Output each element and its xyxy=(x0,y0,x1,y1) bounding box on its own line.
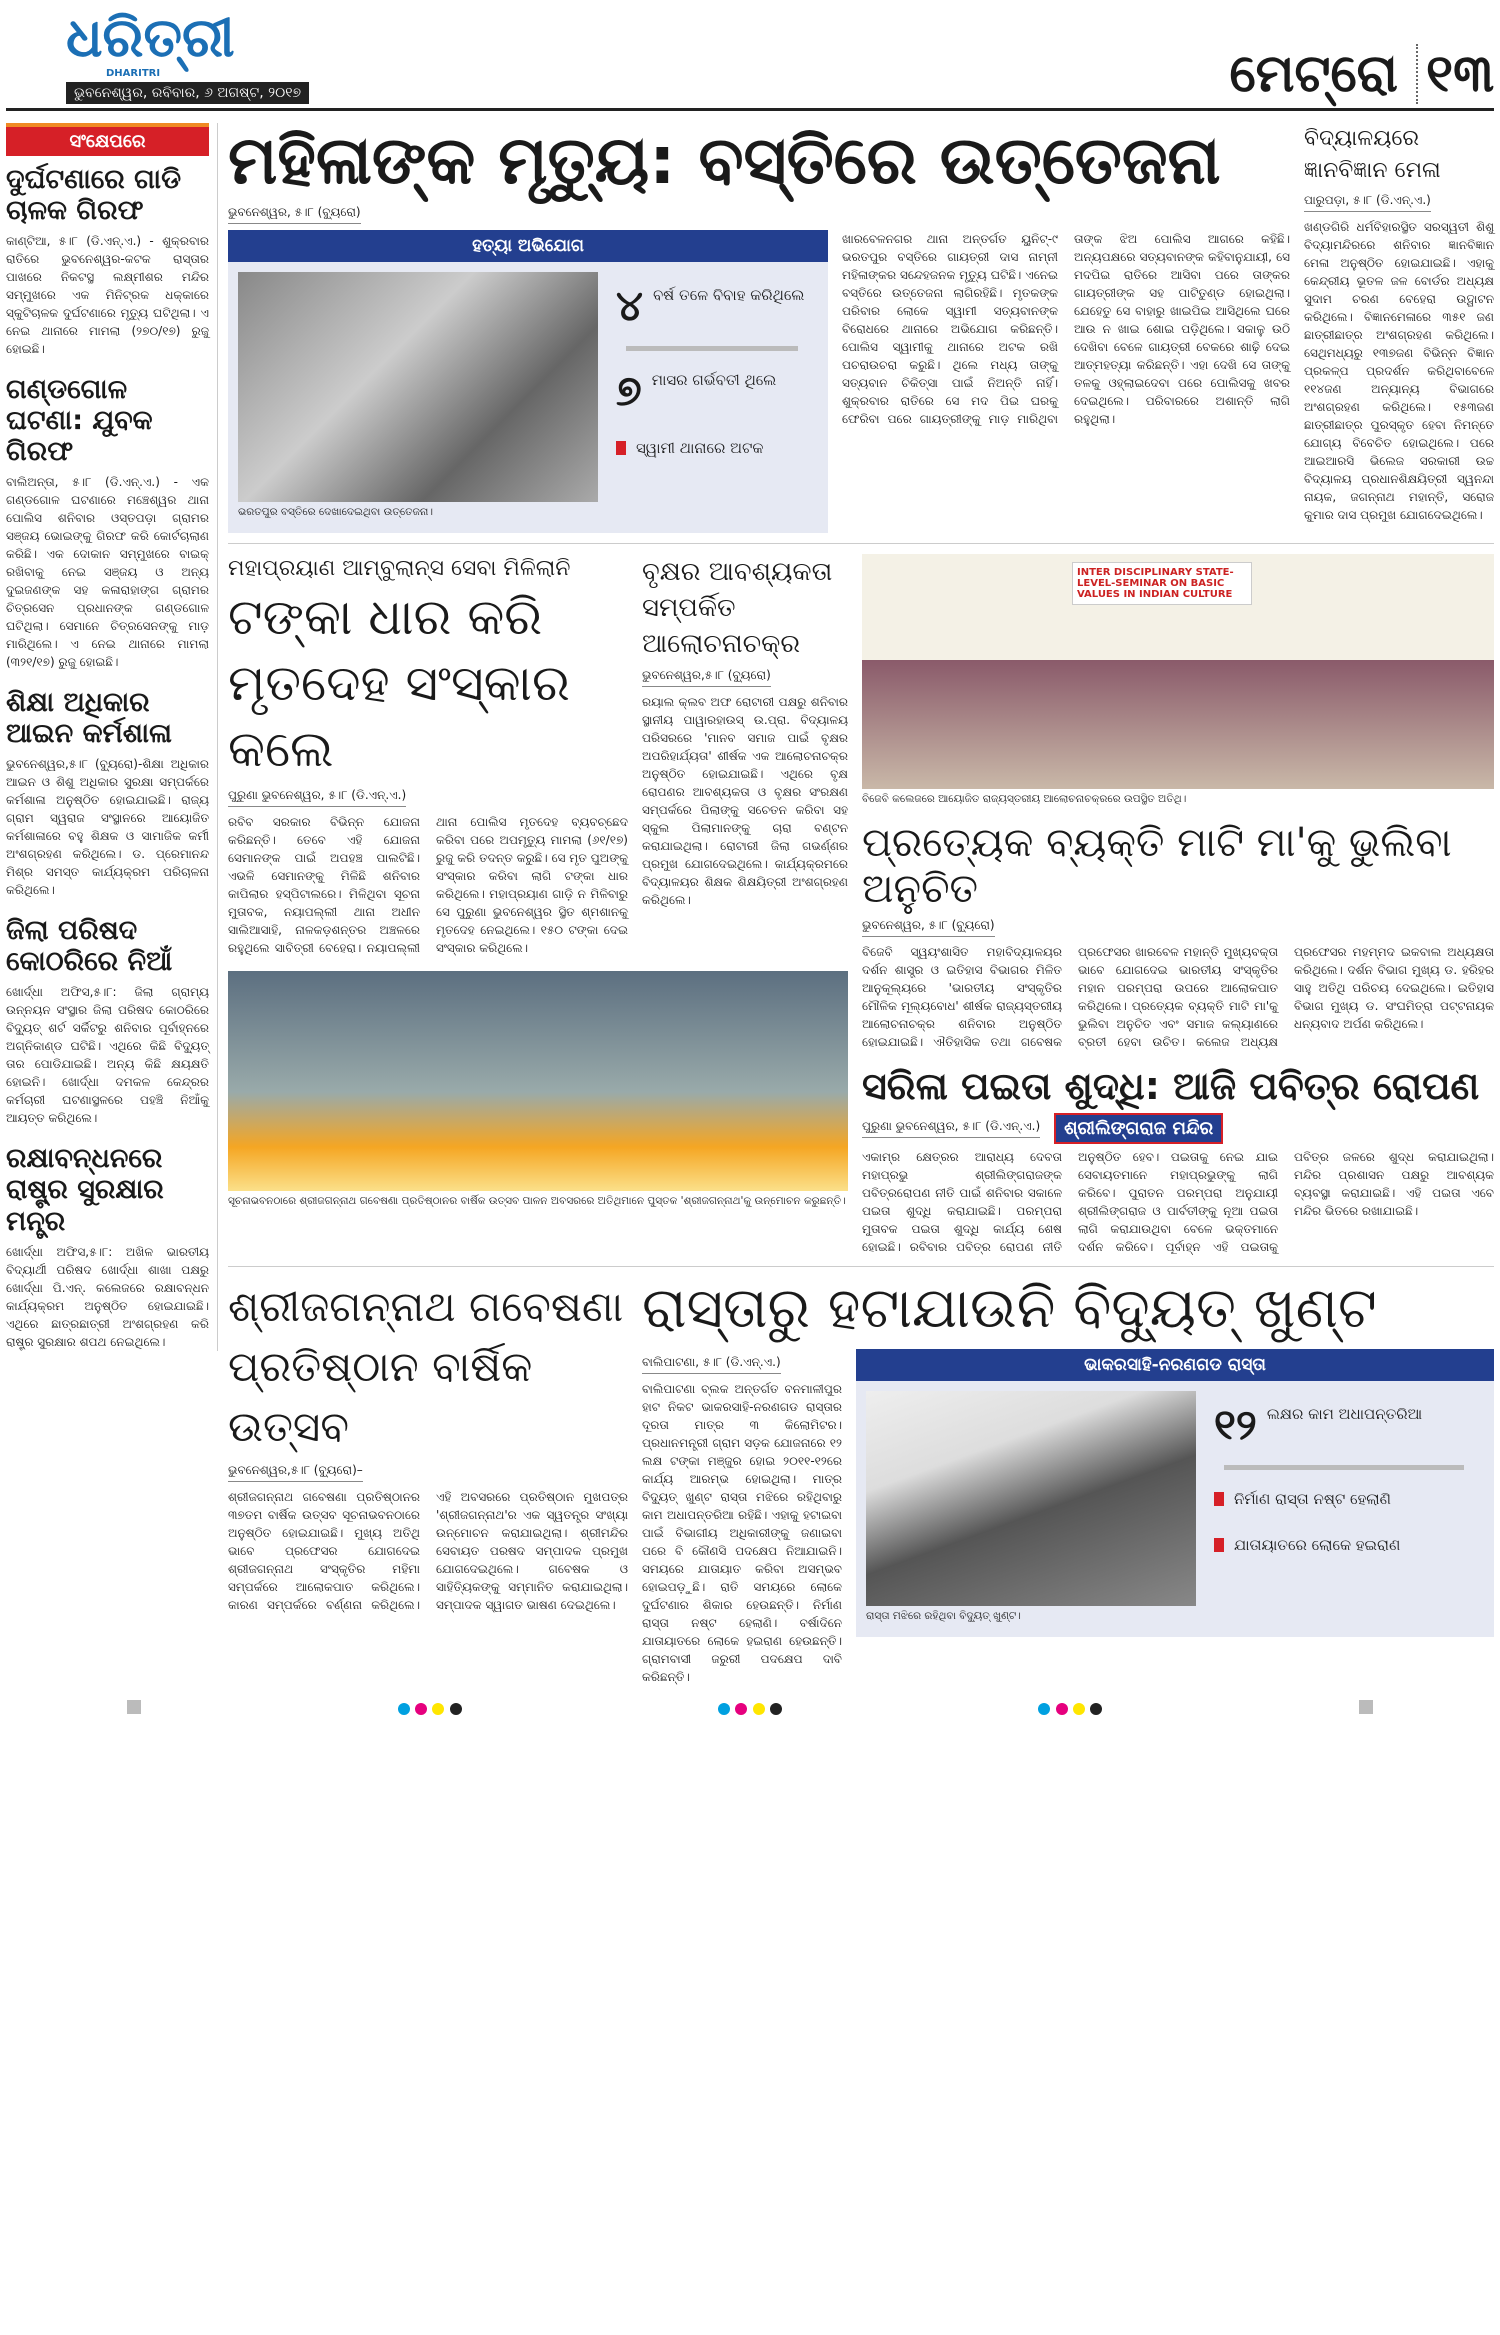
brief-body: ଖୋର୍ଦ୍ଧା ଅଫିସ,୫।୮: ଜିଲା ଗ୍ରାମ୍ୟ ଉନ୍ନୟନ ସଂସ୍ଥାର ଜିଲା ପରିଷଦ କୋଠରିରେ ବିଦ୍ୟୁତ୍ ଶର୍ଟ ସର୍କିଟରୁ ଶନିବାର ପୂର୍ବାହ୍ନରେ ଅଗ୍ନିକାଣ୍ଡ ଘଟିଛି। ଏଥିରେ କିଛି ବିଦ୍ୟୁତ୍ ତାର ପୋଡିଯାଇଛି। ଅନ୍ୟ କିଛି କ୍ଷୟକ୍ଷତି ହୋଇନି। ଖୋର୍ଦ୍ଧା ଦମକଳ କେନ୍ଦ୍ରର କର୍ମଚାରୀ ଘଟଣାସ୍ଥଳରେ ପହଞ୍ଚି ନିଆଁକୁ ଆୟତ୍ତ କରିଥିଲେ। xyxy=(6,985,209,1126)
page-number: ୧୩ xyxy=(1416,44,1494,104)
fact-panel xyxy=(606,272,818,471)
registration-mark xyxy=(1038,1700,1101,1719)
paita-body: ଏକାମ୍ର କ୍ଷେତ୍ରର ଆରାଧ୍ୟ ଦେବତା ମହାପ୍ରଭୁ ଶ୍ରୀଲିଙ୍ଗରାଜଙ୍କ ପବିତ୍ରରୋପଣ ନୀତି ପାଇଁ ଶନିବାର ସକାଳେ ପଇତା ଶୁଦ୍ଧି କରାଯାଇଛି। ପରମ୍ପରା ମୁତାବକ ପଇତା ଶୁଦ୍ଧି କାର୍ଯ୍ୟ ଶେଷ ହୋଇଛି। ରବିବାର ପବିତ୍ର ରୋପଣ ନୀତି ଅନୁଷ୍ଠିତ ହେବ। ପଇତାକୁ ନେଇ ଯାଇ ସେବାୟତମାନେ ମହାପ୍ରଭୁଙ୍କୁ ଲାଗି କରିବେ। ପୁରାତନ ପରମ୍ପରା ଅନୁଯାୟୀ ଶ୍ରୀଲିଙ୍ଗରାଜ ଓ ପାର୍ବତୀଙ୍କୁ ନୂଆ ପଇତା ଲାଗି କରାଯାଉଥିବା ବେଳେ ଭକ୍ତମାନେ ଦର୍ଶନ କରିବେ। ପୂର୍ବାହ୍ନ ଏହି ପଇତାକୁ ପବିତ୍ର ଜଳରେ ଶୁଦ୍ଧ କରାଯାଇଥିଲା। ମନ୍ଦିର ପ୍ରଶାସନ ପକ୍ଷରୁ ଆବଶ୍ୟକ ବ୍ୟବସ୍ଥା କରାଯାଇଛି। ଏହି ପଇତା ଏବେ ମନ୍ଦିର ଭିତରେ ରଖାଯାଇଛି। xyxy=(862,1149,1494,1254)
brief-body: ବାଲିଅନ୍ତା, ୫।୮ (ଡି.ଏନ୍.ଏ.) - ଏକ ଗଣ୍ଡଗୋଳ ଘଟଣାରେ ମଞ୍ଚେଶ୍ୱର ଥାନା ପୋଲିସ ଶନିବାର ଓସ୍ତପଡ଼ା ଗ୍ରାମର ସଞ୍ଜୟ ଭୋଇଙ୍କୁ ଗିରଫ କରି କୋର୍ଟଚାଲାଣ କରିଛି। ଏକ ଦୋକାନ ସମ୍ମୁଖରେ ବାଇକ୍ ରଖିବାକୁ ନେଇ ସଞ୍ଜୟ ଓ ଅନ୍ୟ ଦୁଇଜଣଙ୍କ ସହ କଳାରାହାଙ୍ଗ ଗ୍ରାମର ଚିତ୍ରସେନ ପ୍ରଧାନଙ୍କ ଗଣ୍ଡଗୋଳ ଘଟିଥିଲା। ସେମାନେ ଚିତ୍ରସେନଙ୍କୁ ମାଡ଼ ମାରିଥିଲେ। ଏ ନେଇ ଥାନାରେ ମାମଲା (୩୨୧/୧୭) ରୁଜୁ ହୋଇଛି। xyxy=(6,475,209,670)
page-section xyxy=(1230,44,1494,104)
tree-dateline: ଭୁବନେଶ୍ୱର,୫।୮ (ବ୍ୟୁରୋ) xyxy=(642,668,771,687)
bottom-section xyxy=(228,1277,1494,1686)
ambulance-story xyxy=(228,554,628,957)
fact-text: ସ୍ୱାମୀ ଥାନାରେ ଅଟକ xyxy=(636,438,764,457)
fact-separator xyxy=(1224,1465,1464,1470)
jagannath-headline: ଶ୍ରୀଜଗନ୍ନାଥ ଗବେଷଣା ପ୍ରତିଷ୍ଠାନ ବାର୍ଷିକ ଉତ୍ସବ xyxy=(228,1281,624,1451)
fact-item xyxy=(1214,1534,1474,1556)
paita-headline: ସରିଳା ପଇତା ଶୁଦ୍ଧି: ଆଜି ପବିତ୍ର ରୋପଣ xyxy=(862,1063,1480,1108)
paita-dateline: ପୁରୁଣା ଭୁବନେଶ୍ୱର, ୫।୮ (ଡି.ଏନ୍.ଏ.) xyxy=(862,1119,1040,1138)
lead-content xyxy=(228,230,1290,533)
fact-item xyxy=(616,365,808,415)
left-brief-column xyxy=(6,123,218,1351)
pole-content xyxy=(642,1349,1494,1686)
top-section xyxy=(228,123,1494,533)
photo-caption: ଭରତପୁର ବସ୍ତିରେ ଦେଖାଦେଇଥିବା ଉତ୍ତେଜନା। xyxy=(238,505,434,518)
tree-headline: ବୃକ୍ଷର ଆବଶ୍ୟକତା ସମ୍ପର୍କିତ ଆଲୋଚନାଚକ୍ର xyxy=(642,556,833,659)
box-content xyxy=(228,262,828,533)
ambulance-kicker: ମହାପ୍ରୟାଣ ଆମ୍ବୁଲାନ୍ସ ସେବା ମିଳିଲାନି xyxy=(228,555,571,581)
fact-text: ନିର୍ମାଣ ରାସ୍ତା ନଷ୍ଟ ହେଲାଣି xyxy=(1234,1489,1391,1508)
paita-meta xyxy=(862,1113,1494,1144)
tree-body: ରୟାଲ କ୍ଲବ ଅଫ ରୋଟାରୀ ପକ୍ଷରୁ ଶନିବାର ସ୍ଥାନୀୟ ପାୱାରହାଉସ୍ ଉ.ପ୍ରା. ବିଦ୍ୟାଳୟ ପରିସରରେ 'ମାନବ ସମାଜ ପାଇଁ ବୃକ୍ଷର ଅପରିହାର୍ଯ୍ୟତା' ଶୀର୍ଷକ ଏକ ଆଲୋଚନାଚକ୍ର ଅନୁଷ୍ଠିତ ହୋଇଯାଇଛି। ଏଥିରେ ବୃକ୍ଷ ରୋପଣର ଆବଶ୍ୟକତା ଓ ବୃକ୍ଷର ସଂରକ୍ଷଣ ସମ୍ପର୍କରେ ପିଲାଙ୍କୁ ସଚେତନ କରିବା ସହ ସ୍କୁଲ ପିଲାମାନଙ୍କୁ ଚାରା ବଣ୍ଟନ କରାଯାଇଥିଲା। ରୋଟାରୀ ଜିଲା ଗଭର୍ଣ୍ଣର ପ୍ରମୁଖ ଯୋଗଦେଇଥିଲେ। କାର୍ଯ୍ୟକ୍ରମରେ ବିଦ୍ୟାଳୟର ଶିକ୍ଷକ ଶିକ୍ଷୟିତ୍ରୀ ଅଂଶଗ୍ରହଣ କରିଥିଲେ। xyxy=(642,694,848,907)
middle-left xyxy=(228,554,848,1212)
brief-item xyxy=(6,156,209,358)
box-title: ଭାକରସାହି-ନରଣଗଡ ରାସ୍ତା xyxy=(856,1349,1494,1381)
brief-title: ଜିଲା ପରିଷଦ କୋଠରିରେ ନିଆଁ xyxy=(6,915,173,978)
middle-left-stories xyxy=(228,554,848,957)
fact-number: ୭ xyxy=(616,365,642,415)
pole-headline: ରାସ୍ତାରୁ ହଟାଯାଉନି ବିଦ୍ୟୁତ୍ ଖୁଣ୍ଟ xyxy=(642,1275,1377,1341)
brief-item xyxy=(6,899,209,1127)
ambulance-body: ରବିବ ସରକାର ବିଭିନ୍ନ ଯୋଜନା କରିଛନ୍ତି। ତେବେ ଏହି ଯୋଜନା ସେମାନଙ୍କ ପାଇଁ ଅପହଞ୍ଚ ପାଲଟିଛି। ଏଭଳି ସେମାନଙ୍କୁ ମିଳିଛି ଶନିବାର କାପିଲାର ହସ୍ପିଟାଲରେ। ମିଳିଥିବା ସୂଚନା ମୁତାବକ, ନୟାପଲ୍ଲୀ ଥାନା ଅଧୀନ ସାଲିଆସାହି, ନାଳକଡ଼ଶନ୍ତର ଅଞ୍ଚଳରେ ରହୁଥିଲେ ସାବିତ୍ରୀ ବେହେରା। ନୟାପଲ୍ଲୀ ଥାନା ପୋଲିସ ମୃତଦେହ ବ୍ୟବଚ୍ଛେଦ କରିବା ପରେ ଅପମୃତ୍ୟୁ ମାମଲା (୬୧/୧୭) ରୁଜୁ କରି ତଦନ୍ତ କରୁଛି। ସେ ମୃତ ପୁଅଙ୍କୁ ସଂସ୍କାର କରିବା ଲାଗି ଟଙ୍କା ଧାର କରିଥିଲେ। ମହାପ୍ରୟାଣ ଗାଡ଼ି ନ ମିଳିବାରୁ ସେ ପୁରୁଣା ଭୁବନେଶ୍ୱର ସ୍ଥିତ ଶ୍ମଶାନକୁ ମୃତଦେହ ନେଇଥିଲେ। ୧୫୦ ଟଙ୍କା ଦେଇ ସଂସ୍କାର କରିଥିଲେ। xyxy=(228,814,628,955)
registration-marks xyxy=(6,1700,1494,1719)
soil-body: ବିଜେବି ସ୍ୱୟଂଶାସିତ ମହାବିଦ୍ୟାଳୟର ଦର୍ଶନ ଶାସ୍ତ୍ର ଓ ଇତିହାସ ବିଭାଗର ମିଳିତ ଆନୁକୂଲ୍ୟରେ 'ଭାରତୀୟ ସଂସ୍କୃତିର ମୌଳିକ ମୂଲ୍ୟବୋଧ' ଶୀର୍ଷକ ରାଜ୍ୟସ୍ତରୀୟ ଆଲୋଚନାଚକ୍ର ଶନିବାର ଅନୁଷ୍ଠିତ ହୋଇଯାଇଛି। ଐତିହାସିକ ତଥା ଗବେଷକ ପ୍ରଫେସର ଖାରବେଳ ମହାନ୍ତି ମୁଖ୍ୟବକ୍ତା ଭାବେ ଯୋଗଦେଇ ଭାରତୀୟ ସଂସ୍କୃତିର ମହାନ ପରମ୍ପରା ଉପରେ ଆଲୋକପାତ କରିଥିଲେ। ପ୍ରତ୍ୟେକ ବ୍ୟକ୍ତି ମାଟି ମା'କୁ ଭୁଲିବା ଅନୁଚିତ ଏବଂ ସମାଜ କଲ୍ୟାଣରେ ବ୍ରତୀ ହେବା ଉଚିତ। କଲେଜ ଅଧ୍ୟକ୍ଷ ପ୍ରଫେସର ମହମ୍ମଦ ଇକବାଲ ଅଧ୍ୟକ୍ଷତା କରିଥିଲେ। ଦର୍ଶନ ବିଭାଗ ମୁଖ୍ୟ ଡ. ହରିହର ସାହୁ ଅତିଥି ପରିଚୟ ଦେଇଥିଲେ। ଇତିହାସ ବିଭାଗ ମୁଖ୍ୟ ଡ. ସଂଘମିତ୍ରା ପଟ୍ଟନାୟକ ଧନ୍ୟବାଦ ଅର୍ପଣ କରିଥିଲେ। xyxy=(862,944,1494,1049)
soil-headline: ପ୍ରତ୍ୟେକ ବ୍ୟକ୍ତି ମାଟି ମା'କୁ ଭୁଲିବା ଅନୁଚିତ xyxy=(862,819,1452,912)
photo-caption: ରାସ୍ତା ମଝିରେ ରହିଥିବା ବିଦ୍ୟୁତ୍ ଖୁଣ୍ଟ। xyxy=(866,1609,1021,1622)
box-content xyxy=(856,1381,1494,1637)
seminar-photo xyxy=(862,554,1494,789)
registration-mark xyxy=(398,1700,461,1719)
book-release-caption: ସୂଚନାଭବନଠାରେ ଶ୍ରୀଜଗନ୍ନାଥ ଗବେଷଣା ପ୍ରତିଷ୍ଠାନର ବାର୍ଷିକ ଉତ୍ସବ ପାଳନ ଅବସରରେ ଅତିଥିମାନେ ପୁସ୍ତକ 'ଶ୍ରୀଜଗନ୍ନାଥ'କୁ ଉନ୍ମୋଚନ କରୁଛନ୍ତି। xyxy=(228,1194,846,1207)
ambulance-headline: ଟଙ୍କା ଧାର କରି ମୃତଦେହ ସଂସ୍କାର କଲେ xyxy=(228,587,570,778)
registration-mark xyxy=(127,1700,141,1714)
registration-mark xyxy=(1359,1700,1373,1714)
brief-title: ଗଣ୍ଡଗୋଳ ଘଟଣା: ଯୁବକ ଗିରଫ xyxy=(6,374,153,468)
brief-item xyxy=(6,1127,209,1350)
pole-text-column xyxy=(642,1349,842,1686)
fair-story xyxy=(1304,123,1494,524)
brief-item xyxy=(6,671,209,899)
fact-text: ଲକ୍ଷର କାମ ଅଧାପନ୍ତରିଆ xyxy=(1266,1404,1423,1423)
pole-dateline: ବାଲିପାଟଣା, ୫।୮ (ଡି.ଏନ୍.ଏ.) xyxy=(642,1355,781,1374)
dharitri-logo xyxy=(66,8,309,80)
brief-title: ଶିକ୍ଷା ଅଧିକାର ଆଇନ କର୍ମଶାଳା xyxy=(6,687,172,750)
brief-item xyxy=(6,358,209,671)
middle-right xyxy=(862,554,1494,1256)
masthead-left xyxy=(6,8,309,104)
fact-text: ମାସର ଗର୍ଭବତୀ ଥିଲେ xyxy=(651,370,777,389)
in-brief-tag: ସଂକ୍ଷେପରେ xyxy=(6,123,209,156)
fact-separator xyxy=(626,346,798,351)
middle-section xyxy=(228,554,1494,1256)
issue-date: ଭୁବନେଶ୍ୱର, ରବିବାର, ୬ ଅଗଷ୍ଟ, ୨୦୧୭ xyxy=(66,82,309,104)
brief-title: ଦୁର୍ଘଟଣାରେ ଗାଡି ଚାଳକ ଗିରଫ xyxy=(6,164,182,227)
fact-text: ଯାତାୟାତରେ ଲୋକେ ହଇରାଣ xyxy=(1234,1535,1401,1554)
fair-dateline: ପାରୁପଡ଼ା, ୫।୮ (ଡି.ଏନ୍.ଏ.) xyxy=(1304,193,1431,212)
fact-number: ୧୨ xyxy=(1214,1399,1257,1449)
fact-number: ୪ xyxy=(616,280,643,330)
brief-body: କାଣ୍ଟିଆ, ୫।୮ (ଡି.ଏନ୍.ଏ.) - ଶୁକ୍ରବାର ରାତିରେ ଭୁବନେଶ୍ୱର-କଟକ ରାସ୍ତାର ପାଖରେ ନିକଟସ୍ଥ ଲକ୍ଷ୍ମୀଶର ମନ୍ଦିର ସମ୍ମୁଖରେ ଏକ ମିନିଟ୍ରକ ଧକ୍କାରେ ସ୍କୁଟିଚାଳକ ଦୁର୍ଘଟଣାରେ ମୃତ୍ୟୁ ଘଟିଥିଲା। ଏ ନେଇ ଥାନାରେ ମାମଲା (୨୭୦/୧୭) ରୁଜୁ ହୋଇଛି। xyxy=(6,234,209,357)
logo-subtext: DHARITRI xyxy=(106,68,161,79)
murder-allegation-box xyxy=(228,230,828,533)
fact-text: ବର୍ଷ ତଳେ ବିବାହ କରିଥିଲେ xyxy=(652,285,805,304)
lead-headline: ମହିଳାଙ୍କ ମୃତ୍ୟୁ: ବସ୍ତିରେ ଉତ୍ତେଜନା xyxy=(228,122,1221,199)
brief-body: ଖୋର୍ଦ୍ଧା ଅଫିସ,୫।୮: ଅଖିଳ ଭାରତୀୟ ବିଦ୍ୟାର୍ଥୀ ପରିଷଦ ଖୋର୍ଦ୍ଧା ଶାଖା ପକ୍ଷରୁ ଖୋର୍ଦ୍ଧା ପି.ଏନ୍. କଲେଜରେ ରକ୍ଷାବନ୍ଧନ କାର୍ଯ୍ୟକ୍ରମ ଅନୁଷ୍ଠିତ ହୋଇଯାଇଛି। ଏଥିରେ ଛାତ୍ରଛାତ୍ରୀ ଅଂଶଗ୍ରହଣ କରି ରାଷ୍ଟ୍ର ସୁରକ୍ଷାର ଶପଥ ନେଇଥିଲେ। xyxy=(6,1244,209,1349)
bullet-icon xyxy=(1214,1492,1224,1506)
section-name: ମେଟ୍ରୋ xyxy=(1229,44,1398,104)
road-box xyxy=(856,1349,1494,1637)
masthead xyxy=(6,8,1494,111)
page-body xyxy=(6,123,1494,1686)
box-title: ହତ୍ୟା ଅଭିଯୋଗ xyxy=(228,230,828,262)
jagannath-dateline: ଭୁବନେଶ୍ୱର,୫।୮ (ବ୍ୟୁରୋ)– xyxy=(228,1463,363,1482)
temple-tag: ଶ୍ରୀଲିଙ୍ଗରାଜ ମନ୍ଦିର xyxy=(1054,1113,1223,1144)
jagannath-story xyxy=(228,1277,628,1614)
fact-panel xyxy=(1204,1391,1484,1568)
fair-body: ଖଣ୍ଡଗିରି ଧର୍ମବିହାରସ୍ଥିତ ସରସ୍ୱତୀ ଶିଶୁ ବିଦ୍ୟାମନ୍ଦିରରେ ଶନିବାର ଜ୍ଞାନବିଜ୍ଞାନ ମେଳା ଅନୁଷ୍ଠିତ ହୋଇଯାଇଛି। ଏହାକୁ କେନ୍ଦ୍ରୀୟ ଭୂତଳ ଜଳ ବୋର୍ଡର ଅଧ୍ୟକ୍ଷ ସୁଦାମ ଚରଣ ବେହେରା ଉଦ୍ଘାଟନ କରିଥିଲେ। ବିଜ୍ଞାନମେଳାରେ ୩୫୧ ଜଣ ଛାତ୍ରୀଛାତ୍ର ଅଂଶଗ୍ରହଣ କରିଥିଲେ। ସେଥିମଧ୍ୟରୁ ୧୩୭ଜଣ ବିଭିନ୍ନ ବିଜ୍ଞାନ ପ୍ରକଳ୍ପ ପ୍ରଦର୍ଶନ କରିଥିବାବେଳେ ୧୧୪ଜଣ ଅନ୍ୟାନ୍ୟ ବିଭାଗରେ ଅଂଶଗ୍ରହଣ କରିଥିଲେ। ୧୫୩ଜଣ ଛାତ୍ରୀଛାତ୍ର ପୁରସ୍କୃତ ହେବା ନିମନ୍ତେ ଯୋଗ୍ୟ ବିବେଚିତ ହୋଇଥିଲେ। ପରେ ଆଇଆରସି ଭିଲେଜ ସରକାରୀ ଉଚ୍ଚ ବିଦ୍ୟାଳୟ ପ୍ରଧାନଶିକ୍ଷୟିତ୍ରୀ ସ୍ୱନନ୍ଦା ନାୟକ, ଜଗନ୍ନାଥ ମହାନ୍ତି, ସରୋଜ କୁମାର ଦାସ ପ୍ରମୁଖ ଯୋଗଦେଇଥିଲେ। xyxy=(1304,220,1494,522)
pole-story xyxy=(642,1277,1494,1686)
lead-body: ଖାରବେଳନଗର ଥାନା ଅନ୍ତର୍ଗତ ୟୁନିଟ୍-୯ ଭରତପୁର ବସ୍ତିରେ ଗାୟତ୍ରୀ ଦାସ ନାମ୍ନୀ ମହିଳାଙ୍କର ସନ୍ଦେହଜନକ ମୃତ୍ୟୁ ଘଟିଛି। ଏନେଇ ବସ୍ତିରେ ଉତ୍ତେଜନା ଲାଗିରହିଛି। ମୃତକଙ୍କ ପରିବାର ଲୋକେ ସ୍ୱାମୀ ସତ୍ୟବାନଙ୍କ ବିରୋଧରେ ଥାନାରେ ଅଭିଯୋଗ କରିଛନ୍ତି। ପୋଲିସ ସ୍ୱାମୀକୁ ଥାନାରେ ଅଟକ ରଖି ପଚରାଉଚରା କରୁଛି। ଥିଲେ ମଧ୍ୟ ତାଙ୍କୁ ସତ୍ୟବାନ ଚିକିତ୍ସା ପାଇଁ ନିଅନ୍ତି ନାହିଁ। ଶୁକ୍ରବାର ରାତିରେ ସେ ମଦ ପିଇ ଘରକୁ ଫେରିବା ପରେ ଗାୟତ୍ରୀଙ୍କୁ ମାଡ଼ ମାରିଥିବା ତାଙ୍କ ଝିଅ ପୋଲିସ ଆଗରେ କହିଛି। ଅନ୍ୟପକ୍ଷରେ ସତ୍ୟବାନଙ୍କ କହିବାନୁଯାୟୀ, ସେ ମଦପିଇ ରାତିରେ ଆସିବା ପରେ ତାଙ୍କର ଗାୟତ୍ରୀଙ୍କ ସହ ପାଟିତୁଣ୍ଡ ହୋଇଥିଲା। ଯେହେତୁ ସେ ବାହାରୁ ଖାଇପିଇ ଆସିଥିଲେ ଘରେ ଆଉ ନ ଖାଇ ଶୋଇ ପଡ଼ିଥିଲେ। ସକାଳୁ ଉଠି ଦେଖିବା ବେଳେ ଗାୟତ୍ରୀ ବେକରେ ଶାଢ଼ି ଦେଇ ଆତ୍ମହତ୍ୟା କରିଛନ୍ତି। ଏହା ଦେଖି ସେ ତାଙ୍କୁ ତଳକୁ ଓହ୍ଲାଇଦେବା ପରେ ପୋଲିସକୁ ଖବର ଦେଇଥିଲେ। ପରିବାରରେ ଅଶାନ୍ତି ଲାଗି ରହୁଥିଲା। xyxy=(842,231,1290,426)
bullet-icon xyxy=(1214,1538,1224,1552)
registration-mark xyxy=(718,1700,781,1719)
seminar-banner: INTER DISCIPLINARY STATE-LEVEL-SEMINAR ON BASIC VALUES IN INDIAN CULTURE xyxy=(1072,562,1252,605)
fact-item xyxy=(1214,1488,1474,1510)
lead-dateline: ଭୁବନେଶ୍ୱର, ୫।୮ (ବ୍ୟୁରୋ) xyxy=(228,205,361,224)
fair-headline: ବିଦ୍ୟାଳୟରେ ଜ୍ଞାନବିଜ୍ଞାନ ମେଳା xyxy=(1304,126,1441,183)
soil-dateline: ଭୁବନେଶ୍ୱର, ୫।୮ (ବ୍ୟୁରୋ) xyxy=(862,918,995,937)
jagannath-body: ଶ୍ରୀଜଗନ୍ନାଥ ଗବେଷଣା ପ୍ରତିଷ୍ଠାନର ୩୭ତମ ବାର୍ଷିକ ଉତ୍ସବ ସୂଚନାଭବନଠାରେ ଅନୁଷ୍ଠିତ ହୋଇଯାଇଛି। ମୁଖ୍ୟ ଅତିଥି ଭାବେ ପ୍ରଫେସର ଯୋଗଦେଇ ଶ୍ରୀଜଗନ୍ନାଥ ସଂସ୍କୃତିର ମହିମା ସମ୍ପର୍କରେ ଆଲୋକପାତ କରିଥିଲେ। କାରଣ ସମ୍ପର୍କରେ ବର୍ଣ୍ଣନା କରିଥିଲେ। ଏହି ଅବସରରେ ପ୍ରତିଷ୍ଠାନ ମୁଖପତ୍ର 'ଶ୍ରୀଜଗନ୍ନାଥ'ର ଏକ ସ୍ୱତନ୍ତ୍ର ସଂଖ୍ୟା ଉନ୍ମୋଚନ କରାଯାଇଥିଲା। ଶ୍ରୀମନ୍ଦିର ସେବାୟତ ପରଷଦ ସମ୍ପାଦକ ପ୍ରମୁଖ ଯୋଗଦେଇଥିଲେ। ଗବେଷକ ଓ ସାହିତ୍ୟିକଙ୍କୁ ସମ୍ମାନିତ କରାଯାଇଥିଲା। ସମ୍ପାଦକ ସ୍ୱାଗତ ଭାଷଣ ଦେଇଥିଲେ। xyxy=(228,1489,628,1612)
lead-story xyxy=(228,123,1290,533)
brief-title: ରକ୍ଷାବନ୍ଧନରେ ରାଷ୍ଟ୍ର ସୁରକ୍ଷାର ମନ୍ତ୍ର xyxy=(6,1143,164,1237)
main-area xyxy=(228,123,1494,1686)
book-release-photo xyxy=(228,971,848,1191)
pole-body: ବାଲିପାଟଣା ବ୍ଲକ ଅନ୍ତର୍ଗତ ବନମାଳୀପୁର ହାଟ ନିକଟ ଭାକରସାହି-ନରଣଗଡ ରାସ୍ତାର ଦୂରତା ମାତ୍ର ୩ କିଲୋମିଟର। ପ୍ରଧାନମନ୍ତ୍ରୀ ଗ୍ରାମ ସଡ଼କ ଯୋଜନାରେ ୧୨ ଲକ୍ଷ ଟଙ୍କା ମଞ୍ଜୁର ହୋଇ ୨୦୧୧-୧୨ରେ କାର୍ଯ୍ୟ ଆରମ୍ଭ ହୋଇଥିଲା। ମାତ୍ର ବିଦ୍ୟୁତ୍ ଖୁଣ୍ଟ ରାସ୍ତା ମଝିରେ ରହିଥିବାରୁ କାମ ଅଧାପନ୍ତରିଆ ରହିଛି। ଏହାକୁ ହଟାଇବା ପାଇଁ ବିଭାଗୀୟ ଅଧିକାରୀଙ୍କୁ ଜଣାଇବା ପରେ ବି କୌଣସି ପଦକ୍ଷେପ ନିଆଯାଇନି। ସମୟରେ ଯାତାୟାତ କରିବା ଅସମ୍ଭବ ହୋଇପଡ଼ୁଛି। ରାତି ସମୟରେ ଲୋକେ ଦୁର୍ଘଟଣାର ଶିକାର ହେଉଛନ୍ତି। ନିର୍ମାଣ ରାସ୍ତା ନଷ୍ଟ ହେଲାଣି। ବର୍ଷାଦିନେ ଯାତାୟାତରେ ଲୋକେ ହଇରାଣ ହେଉଛନ୍ତି। ଗ୍ରାମବାସୀ ଜରୁରୀ ପଦକ୍ଷେପ ଦାବି କରିଛନ୍ତି। xyxy=(642,1381,842,1684)
logo-text: ଧରିତ୍ରୀ xyxy=(66,6,235,69)
seminar-caption: ବିଜେବି କଲେଜରେ ଆୟୋଜିତ ରାଜ୍ୟସ୍ତରୀୟ ଆଲୋଚନାଚକ୍ରରେ ଉପସ୍ଥିତ ଅତିଥି। xyxy=(862,792,1187,805)
photo-column xyxy=(866,1391,1196,1627)
fact-item xyxy=(1214,1399,1474,1449)
photo-column xyxy=(238,272,598,523)
brief-body: ଭୁବନେଶ୍ୱର,୫।୮ (ବ୍ୟୁରୋ)-ଶିକ୍ଷା ଅଧିକାର ଆଇନ ଓ ଶିଶୁ ଅଧିକାର ସୁରକ୍ଷା ସମ୍ପର୍କରେ କର୍ମଶାଳା ଅନୁଷ୍ଠିତ ହୋଇଯାଇଛି। ରାଜ୍ୟ ଗ୍ରାମ ସ୍ୱରାଜ ସଂସ୍ଥାନରେ ଆୟୋଜିତ କର୍ମଶାଳାରେ ବହୁ ଶିକ୍ଷକ ଓ ସାମାଜିକ କର୍ମୀ ଅଂଶଗ୍ରହଣ କରିଥିଲେ। ଡ. ପ୍ରେମାନନ୍ଦ ମିଶ୍ର ସମସ୍ତ କାର୍ଯ୍ୟକ୍ରମ ପରିଚାଳନା କରିଥିଲେ। xyxy=(6,757,209,898)
bullet-icon xyxy=(616,441,626,455)
crowd-photo xyxy=(238,272,598,502)
electric-pole-photo xyxy=(866,1391,1196,1606)
section-divider xyxy=(228,543,1494,544)
section-divider xyxy=(228,1266,1494,1267)
fact-item xyxy=(616,437,808,459)
fact-item xyxy=(616,280,808,330)
tree-story xyxy=(642,554,848,909)
ambulance-dateline: ପୁରୁଣା ଭୁବନେଶ୍ୱର, ୫।୮ (ଡି.ଏନ୍.ଏ.) xyxy=(228,788,406,807)
